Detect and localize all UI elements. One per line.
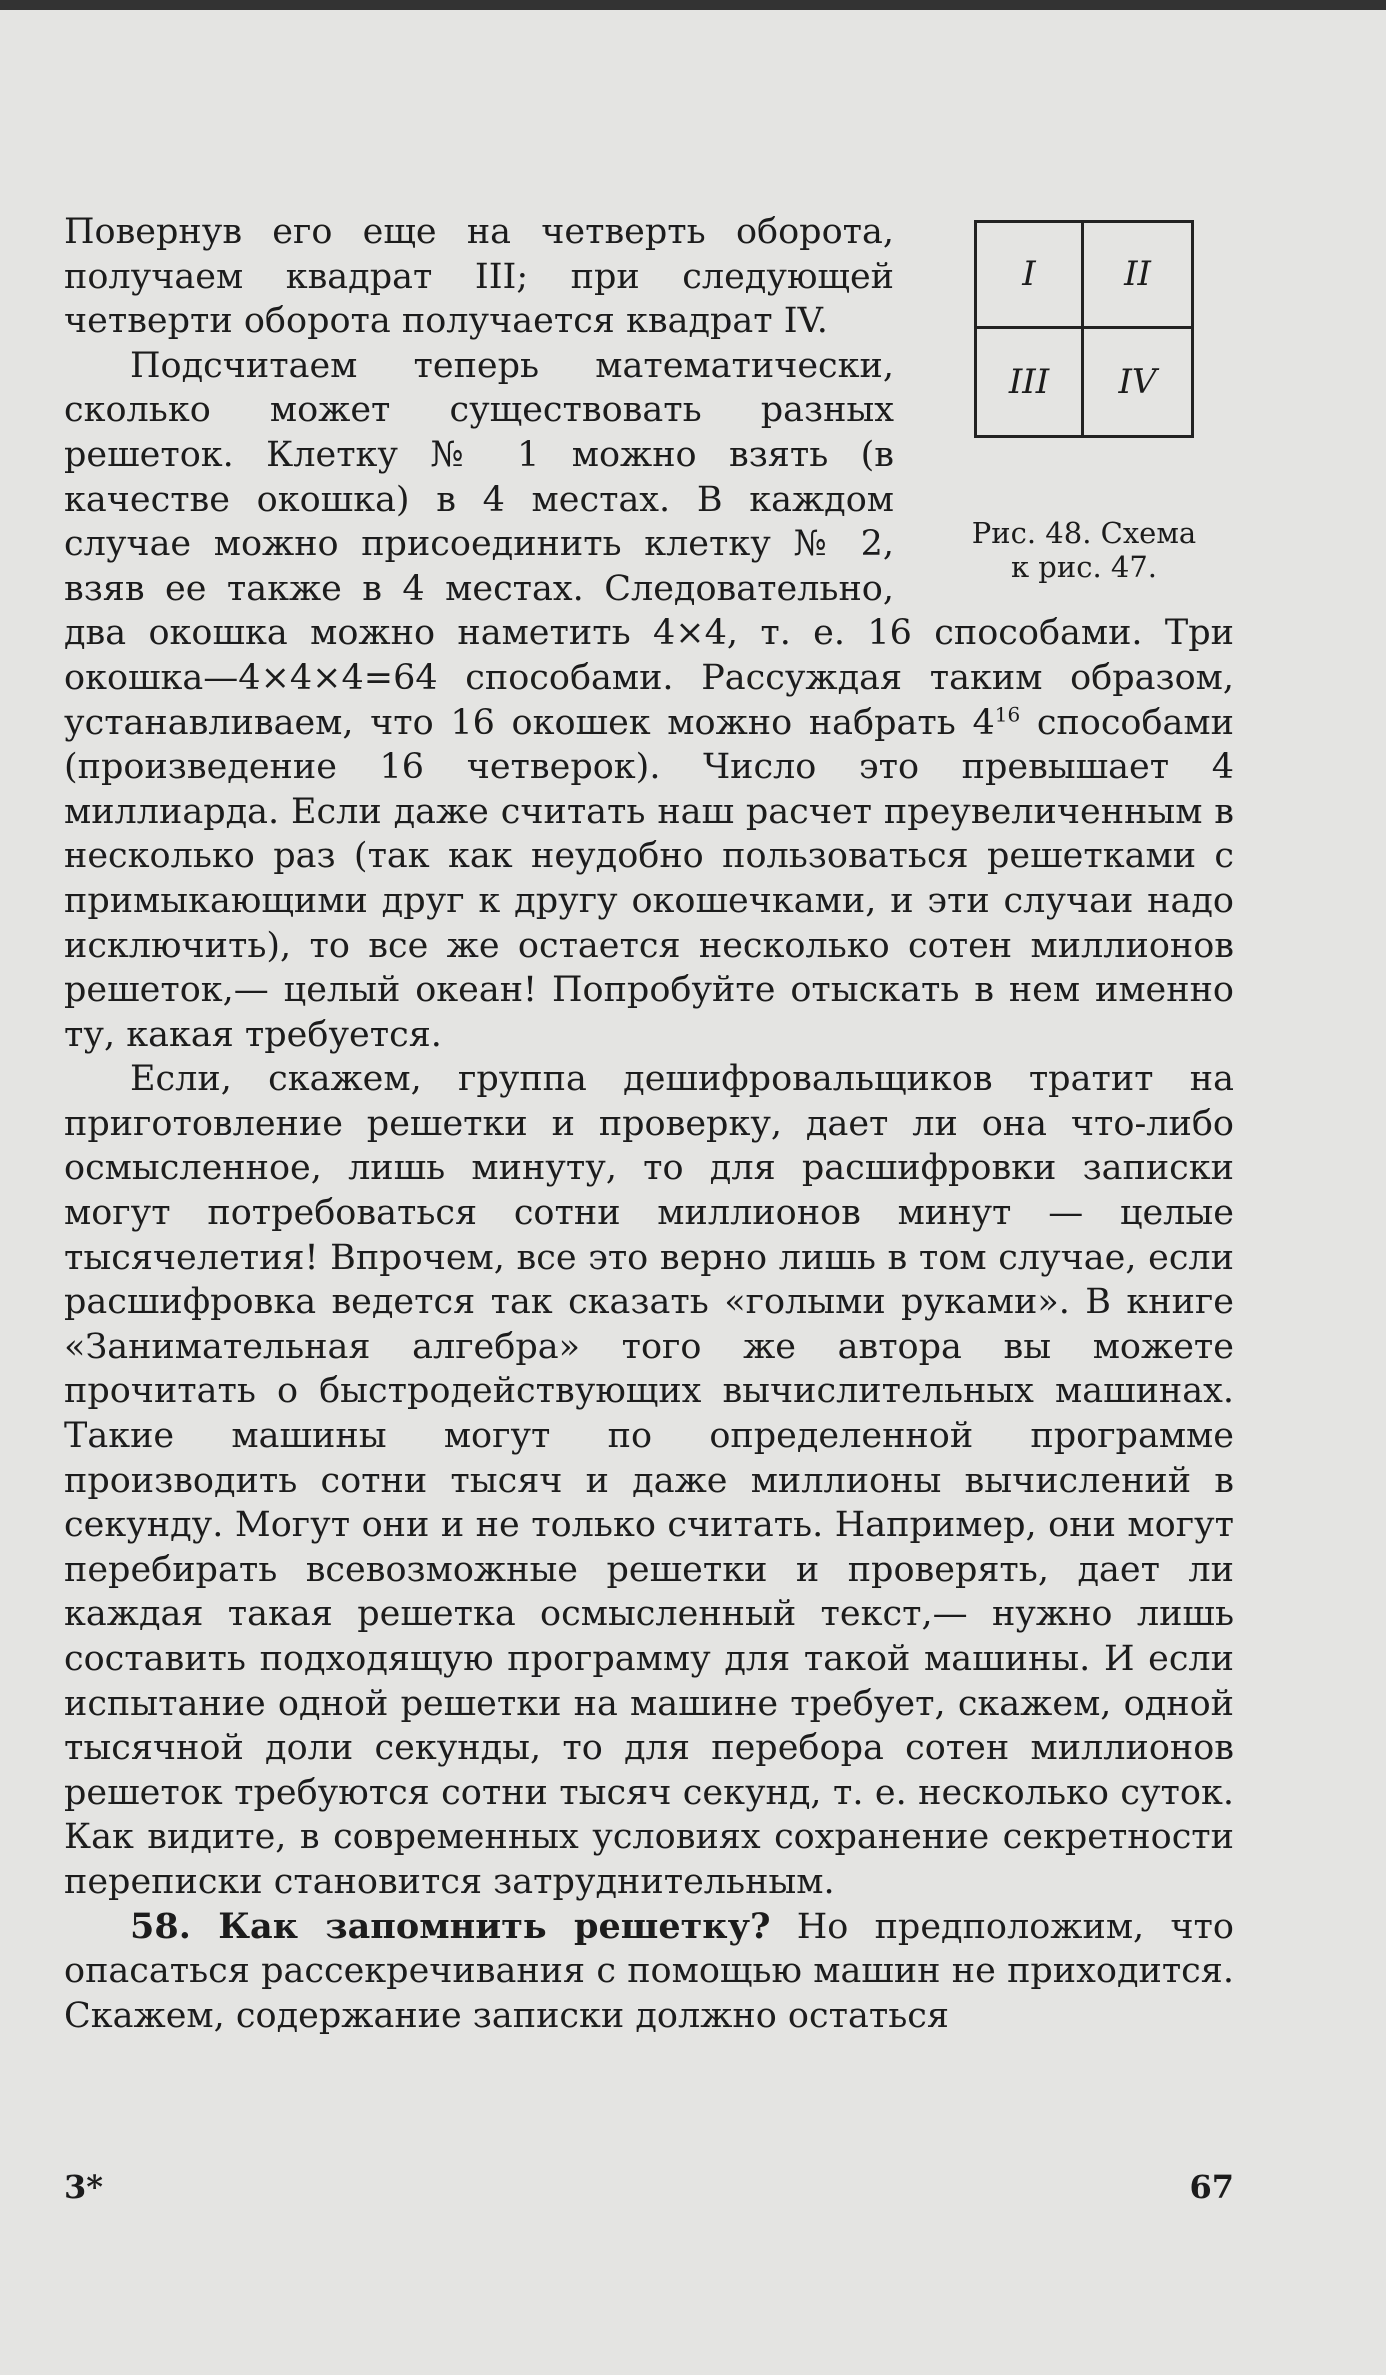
grid-scheme	[974, 220, 1194, 438]
paragraph-1: Повернув его еще на четверть оборота, получаем квадрат III; при следующей четверти оборота получается квадрат IV.	[64, 212, 894, 342]
paragraph-4	[64, 1905, 1234, 2039]
section-heading: 58. Как запомнить решетку?	[130, 1905, 771, 1947]
grid-cell-1: I	[977, 223, 1084, 329]
power-exponent: 16	[994, 701, 1021, 726]
paragraph-2-text: Подсчитаем теперь математически, сколько может существовать разных решеток. Клетку № 1 можно взять (в качестве окошка) в 4 местах. В каждом случае можно присоединить клетку № 2, взяв ее также в 4 местах. Следовательно, два окошка можно наметить 4×4, т. е. 16 способами. Три окошка—4×4×4=64 способами. Рассуждая таким образом, устанавливаем, что 16 окошек можно набрать	[64, 345, 1234, 743]
caption-line-1: Рис. 48. Схема	[971, 516, 1197, 550]
page-text	[64, 210, 1234, 2038]
paragraph-3: Если, скажем, группа дешифровальщиков тратит на приготовление решетки и проверку, дает ли она что-либо осмысленное, лишь минуту, то для расшифровки записки могут потребоваться сотни миллионов минут — целые тысячелетия! Впрочем, все это верно лишь в том случае, если расшифровка ведется так сказать «голыми руками». В книге «Занимательная алгебра» того же автора вы можете прочитать о быстродействующих вычислительных машинах. Такие машины могут по определенной программе производить сотни тысяч и даже миллионы вычислений в секунду. Могут они и не только считать. Например, они могут перебирать всевозможные решетки и проверять, дает ли каждая такая решетка осмысленный текст,— нужно лишь составить подходящую программу для такой машины. И если испытание одной решетки на машине требует, скажем, одной тысячной доли секунды, то для перебора сотен миллионов решеток требуются сотни тысяч секунд, т. е. несколько суток. Как видите, в современных условиях сохранение секретности переписки становится затруднительным.	[64, 1059, 1234, 1902]
paragraph-2-rest: способами (произведение 16 четверок). Число это превышает 4 миллиарда. Если даже считать наш расчет преувеличенным в несколько раз (так как неудобно пользоваться решетками с примыкающими друг к другу окошечками, и эти случаи надо исключить), то все же остается несколько сотен миллионов решеток,— целый океан! Попробуйте отыскать в нем именно ту, какая требуется.	[64, 702, 1234, 1055]
caption-line-2: к рис. 47.	[1010, 550, 1158, 584]
grid-cell-4: IV	[1118, 361, 1157, 402]
figure-48	[934, 220, 1234, 584]
page-top-edge	[0, 0, 1386, 10]
grid-cell-3: III	[977, 329, 1084, 435]
section-text: Но предположим, что опасаться рассекречивания с помощью машин не приходится. Скажем, содержание записки должно остаться	[64, 1906, 1234, 2036]
figure-caption	[934, 516, 1234, 584]
power-base: 4	[972, 702, 995, 743]
grid-cell-2: II	[1084, 223, 1191, 329]
signature-mark: 3*	[64, 2168, 103, 2206]
page-number: 67	[1189, 2168, 1234, 2206]
